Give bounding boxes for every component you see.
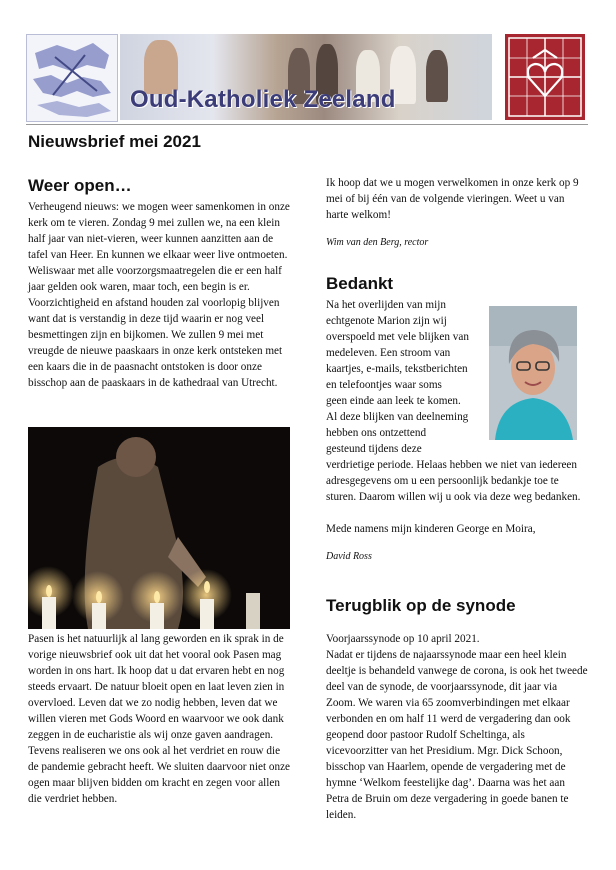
- header-divider: [26, 124, 588, 125]
- bedankt-full-text: verdrietige periode. Helaas hebben we niet van iedereen adresgegevens om u een persoonlijk bedankje toe te sturen. Daarom willen wij u ook via deze weg bedanken. Mede namens mijn kinderen George en Moira, David Ross: [326, 457, 588, 565]
- newsletter-title: Nieuwsbrief mei 2021: [28, 132, 201, 151]
- cross-heart-logo-icon: [505, 34, 585, 120]
- banner-title: Oud-Katholiek Zeeland: [130, 86, 396, 113]
- bedankt-heading: Bedankt: [326, 274, 394, 293]
- weer-open-paragraph2: Pasen is het natuurlijk al lang geworden en ik sprak in de vorige nieuwsbrief ook uit dat het vooral ook Pasen mag worden in ons hart. Ik hoop dat u dat ervaren hebt en nog steeds ervaart. De natuur bloeit open en laat leven zien in overvloed. Leven dat we zo nodig hebben, leven dat we willen vieren met Gods Woord en waarvoor we ook dank zeggen in de eucharistie als wij onze gaven aandragen. Tevens realiseren we ons ook al het verdriet en rouw die de pandemie gebracht heeft. We sluiten daarvoor niet onze ogen maar blijven bidden om kracht en zegen voor allen die verdriet hebben.: [28, 633, 290, 805]
- weer-open-signature: Wim van den Berg, rector: [326, 237, 429, 248]
- bedankt-signature: David Ross: [326, 551, 372, 562]
- bedankt-on-behalf: Mede namens mijn kinderen George en Moira,: [326, 523, 536, 535]
- zeeland-map-logo-icon: [26, 34, 118, 122]
- header: [26, 34, 588, 122]
- synode-text: Voorjaarssynode op 10 april 2021. Nadat er tijdens de najaarssynode maar een heel klein deeltje is behandeld vanwege de corona, is ook het tweede deel van de synode, de voorjaarssynode, dit jaar via Zoom. We waren via 65 zoomverbindingen met elkaar verbonden en om half 11 werd de vergadering dan ook geopend door pastoor Rudolf Scheltinga, als vicevoorzitter van het Presidium. Mgr. Dick Schoon, bisschop van Haarlem, opende de vergadering met de hymne ‘Welkom feestelijke dag’. Daarna was het aan Petra de Bruin om deze vergadering in goede banen te leiden.: [326, 633, 588, 821]
- candle-lighting-photo: [28, 427, 290, 629]
- bedankt-wrapped-text: Na het overlijden van mijn echtgenote Marion zijn wij overspoeld met vele blijken van medeleven. Een stroom van kaartjes, e-mails, tekstberichten en telefoontjes waar soms geen einde aan leek te komen. Al deze blijken van deelneming hebben ons ontzettend gesteund tijdens deze: [326, 299, 469, 455]
- header-banner: [120, 34, 492, 120]
- weer-open-closing: Ik hoop dat we u mogen verwelkomen in onze kerk op 9 mei of bij één van de volgende vieringen. Weet u van harte welkom! Wim van den Berg, rector: [326, 175, 588, 251]
- weer-open-paragraph1: Verheugend nieuws: we mogen weer samenkomen in onze kerk om te vieren. Zondag 9 mei zullen we, na een klein half jaar van niet-vieren, weer kunnen aanzitten aan de tafel van Heer. En kunnen we elkaar weer live ontmoeten. Weliswaar met alle voorzorgsmaatregelen die er een half jaar gelden ook waren, maar toch, een begin is er. Voorzichtigheid en afstand houden zal voorlopig blijven want dat is verstandig in deze tijd waarin er nog veel besmettingen zijn en bijkomen. We zullen 9 mei met vreugde de nieuwe paaskaars in onze kerk ontsteken met een kaars die in de paasnacht ontstoken is door onze bisschop aan de paaskaars in de kathedraal van Utrecht.: [28, 201, 290, 389]
- portrait-photo: [489, 306, 577, 440]
- synode-heading: Terugblik op de synode: [326, 596, 516, 615]
- weer-open-heading: Weer open…: [28, 176, 132, 195]
